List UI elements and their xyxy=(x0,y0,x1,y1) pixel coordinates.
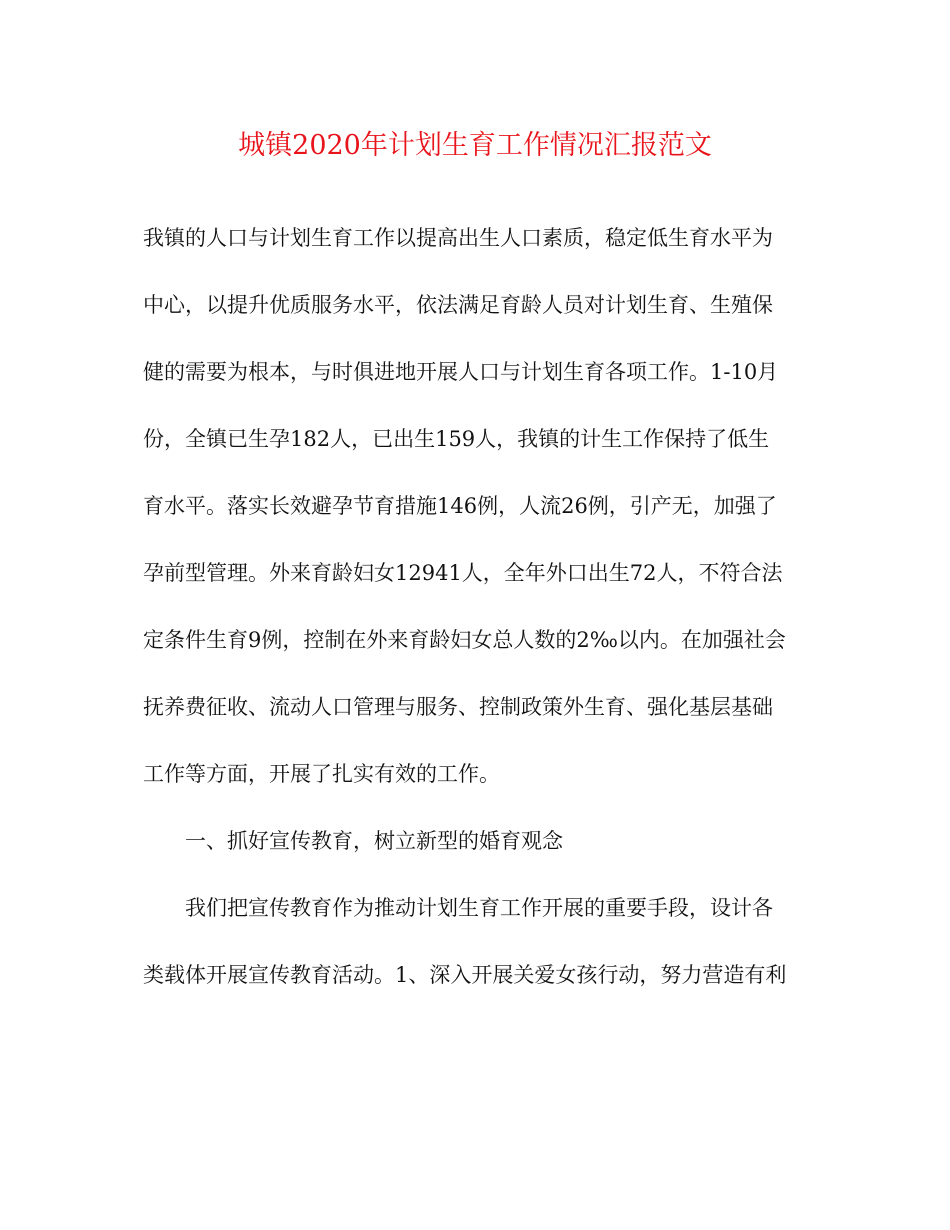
paragraph-line-4: 份，全镇已生孕182人，已出生159人，我镇的计生工作保持了低生 xyxy=(143,427,770,451)
paragraph-line-2: 中心，以提升优质服务水平，依法满足育龄人员对计划生育、生殖保 xyxy=(143,293,773,317)
paragraph-line-7: 定条件生育9例，控制在外来育龄妇女总人数的2‰以内。在加强社会 xyxy=(143,628,786,652)
paragraph-line-11: 类载体开展宣传教育活动。1、深入开展关爱女孩行动，努力营造有利 xyxy=(143,963,787,987)
paragraph-line-3: 健的需要为根本，与时俱进地开展人口与计划生育各项工作。1-10月 xyxy=(143,360,779,384)
paragraph-line-1: 我镇的人口与计划生育工作以提高出生人口素质，稳定低生育水平为 xyxy=(143,226,773,250)
paragraph-line-6: 孕前型管理。外来育龄妇女12941人，全年外口出生72人，不符合法 xyxy=(143,561,783,585)
paragraph-line-10: 我们把宣传教育作为推动计划生育工作开展的重要手段，设计各 xyxy=(185,896,773,920)
section-heading: 一、抓好宣传教育，树立新型的婚育观念 xyxy=(185,829,563,853)
paragraph-line-8: 抚养费征收、流动人口管理与服务、控制政策外生育、强化基层基础 xyxy=(143,695,773,719)
document-title: 城镇2020年计划生育工作情况汇报范文 xyxy=(238,130,712,161)
paragraph-line-9: 工作等方面，开展了扎实有效的工作。 xyxy=(143,762,500,786)
paragraph-line-5: 育水平。落实长效避孕节育措施146例，人流26例，引产无，加强了 xyxy=(143,494,777,518)
